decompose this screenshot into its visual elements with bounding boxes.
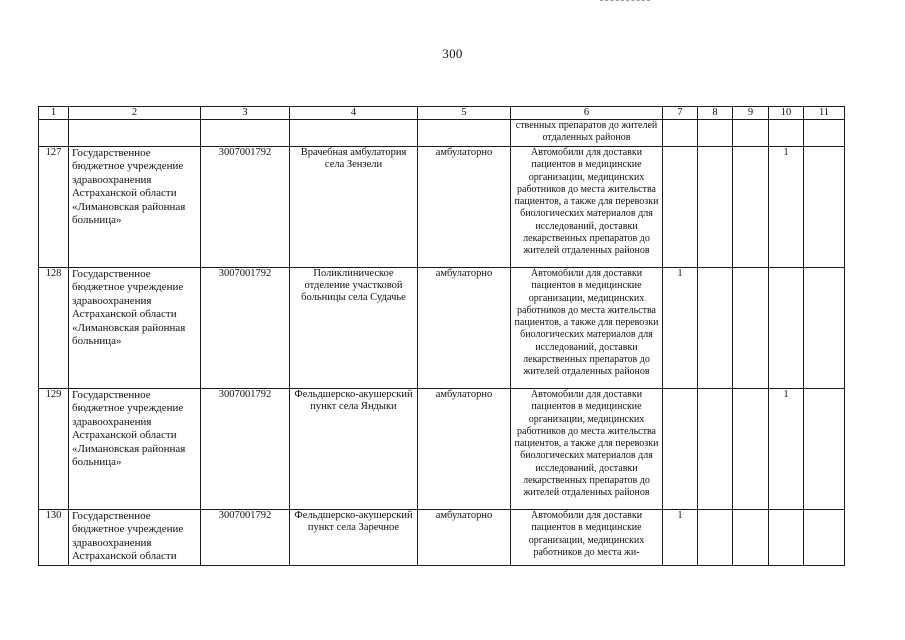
count-col-8 — [698, 147, 733, 268]
table-row — [39, 510, 845, 566]
organization-name: Государственное бюджетное учреждение здравоохранения Астраханской области «Лимановская районная больница» — [69, 147, 201, 268]
organization-name: Государственное бюджетное учреждение здравоохранения Астраханской области «Лимановская районная больница» — [69, 389, 201, 510]
table-row — [39, 389, 845, 510]
col-header-7: 7 — [663, 107, 698, 120]
col-header-1: 1 — [39, 107, 69, 120]
vehicle-allocation-table — [38, 106, 845, 566]
count-col-8 — [698, 510, 733, 566]
row-number: 129 — [39, 389, 69, 510]
col-header-8: 8 — [698, 107, 733, 120]
inn-code: 3007001792 — [201, 389, 290, 510]
count-col-9 — [733, 389, 769, 510]
count-col-10: 1 — [769, 389, 804, 510]
vehicle-purpose: Автомобили для доставки пациентов в медицинские организации, медицинских работников до места жительства пациентов, а также для перевозки биологических материалов для исследований, доставки лекарственных препаратов до жителей отдаленных районов — [511, 268, 663, 389]
count-col-11 — [804, 510, 845, 566]
continuation-row — [39, 120, 845, 147]
count-col-7 — [663, 147, 698, 268]
count-col-9 — [733, 147, 769, 268]
continuation-text: ственных препаратов до жителей отдаленных районов — [511, 120, 663, 147]
vehicle-purpose: Автомобили для доставки пациентов в медицинские организации, медицинских работников до места жительства пациентов, а также для перевозки биологических материалов для исследований, доставки лекарственных препаратов до жителей отдаленных районов — [511, 147, 663, 268]
count-col-11 — [804, 147, 845, 268]
vehicle-purpose: Автомобили для доставки пациентов в медицинские организации, медицинских работников до места жи- — [511, 510, 663, 566]
col-header-11: 11 — [804, 107, 845, 120]
count-col-11 — [804, 268, 845, 389]
medical-unit: Поликлиническое отделение участковой больницы села Судачье — [290, 268, 418, 389]
row-number: 127 — [39, 147, 69, 268]
col-header-4: 4 — [290, 107, 418, 120]
col-header-2: 2 — [69, 107, 201, 120]
medical-unit: Фельдшерско-акушерский пункт села Заречное — [290, 510, 418, 566]
inn-code: 3007001792 — [201, 510, 290, 566]
inn-code: 3007001792 — [201, 268, 290, 389]
count-col-8 — [698, 389, 733, 510]
col-header-10: 10 — [769, 107, 804, 120]
count-col-9 — [733, 510, 769, 566]
organization-name: Государственное бюджетное учреждение здравоохранения Астраханской области «Лимановская районная больница» — [69, 268, 201, 389]
count-col-10: 1 — [769, 147, 804, 268]
count-col-9 — [733, 268, 769, 389]
table-row — [39, 268, 845, 389]
vehicle-purpose: Автомобили для доставки пациентов в медицинские организации, медицинских работников до места жительства пациентов, а также для перевозки биологических материалов для исследований, доставки лекарственных препаратов до жителей отдаленных районов — [511, 389, 663, 510]
table-row — [39, 147, 845, 268]
care-mode: амбулаторно — [418, 147, 511, 268]
medical-unit: Врачебная амбулатория села Зензели — [290, 147, 418, 268]
header-row — [39, 107, 845, 120]
medical-unit: Фельдшерско-акушерский пункт села Яндыки — [290, 389, 418, 510]
count-col-7: 1 — [663, 268, 698, 389]
care-mode: амбулаторно — [418, 268, 511, 389]
count-col-7 — [663, 389, 698, 510]
care-mode: амбулаторно — [418, 389, 511, 510]
count-col-8 — [698, 268, 733, 389]
organization-name: Государственное бюджетное учреждение здравоохранения Астраханской области — [69, 510, 201, 566]
row-number: 128 — [39, 268, 69, 389]
row-number: 130 — [39, 510, 69, 566]
col-header-5: 5 — [418, 107, 511, 120]
count-col-7: 1 — [663, 510, 698, 566]
inn-code: 3007001792 — [201, 147, 290, 268]
count-col-11 — [804, 389, 845, 510]
count-col-10 — [769, 268, 804, 389]
col-header-6: 6 — [511, 107, 663, 120]
col-header-9: 9 — [733, 107, 769, 120]
col-header-3: 3 — [201, 107, 290, 120]
count-col-10 — [769, 510, 804, 566]
care-mode: амбулаторно — [418, 510, 511, 566]
page-number: 300 — [442, 46, 463, 61]
scan-artifact-mark — [600, 0, 650, 2]
